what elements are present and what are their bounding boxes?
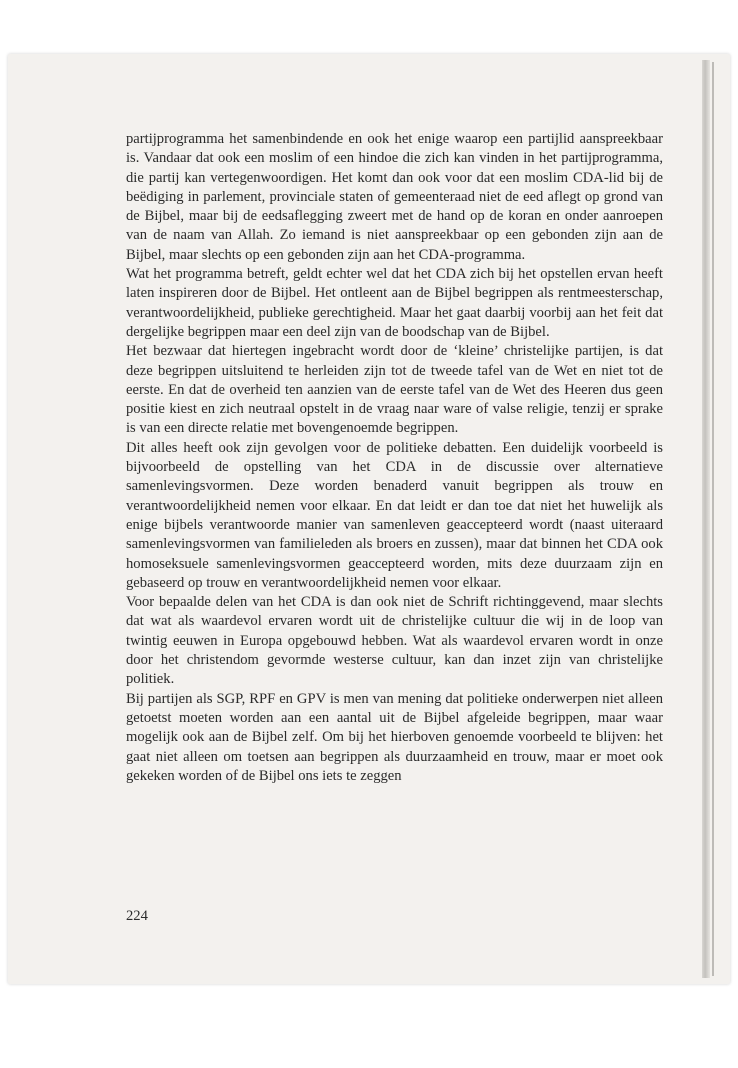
paragraph-5: Voor bepaalde delen van het CDA is dan ook niet de Schrift richtinggevend, maar slechts dat wat als waardevol ervaren wordt uit de christelijke cultuur die wij in de loop van twintig eeuwen in Europa opgebouwd hebben. Wat als waardevol ervaren wordt in onze door het christendom gevormde westerse cultuur, kan dan inzet zijn van christelijke politiek. <box>126 594 663 688</box>
book-page-edge <box>702 60 710 978</box>
body-text <box>126 130 663 786</box>
paragraph-2: Wat het programma betreft, geldt echter wel dat het CDA zich bij het opstellen ervan heeft laten inspireren door de Bijbel. Het ontleent aan de Bijbel begrippen als rentmeesterschap, verantwoordelijkheid, publieke gerechtigheid. Maar het gaat daarbij voorbij aan het feit dat dergelijke begrippen maar een deel zijn van de boodschap van de Bijbel. <box>126 266 663 340</box>
paragraph-3: Het bezwaar dat hiertegen ingebracht wordt door de ‘kleine’ christelijke partijen, is dat deze begrippen uitsluitend te herleiden zijn tot de tweede tafel van de Wet en niet tot de eerste. En dat de overheid ten aanzien van de eerste tafel van de Wet des Heeren dus geen positie kiest en zich neutraal opstelt in de vraag naar ware of valse religie, tenzij er sprake is van een directe relatie met bovengenoemde begrippen. <box>126 343 663 437</box>
paragraph-1: partijprogramma het samenbindende en ook het enige waarop een partijlid aanspreekbaar is. Vandaar dat ook een moslim of een hindoe die zich kan vinden in het partijprogramma, die partij kan vertegenwoordigen. Het komt dan ook voor dat een moslim CDA-lid bij de beëdiging in parlement, provinciale staten of gemeenteraad niet de eed aflegt op grond van de Bijbel, maar bij de eedsaflegging zweert met de hand op de koran en onder aanroepen van de naam van Allah. Zo iemand is niet aanspreekbaar op een gebonden zijn aan de Bijbel, maar slechts op een gebonden zijn aan het CDA-programma. <box>126 131 663 263</box>
paragraph-6: Bij partijen als SGP, RPF en GPV is men van mening dat politieke onderwerpen niet alleen getoetst moeten worden aan een aantal uit de Bijbel afgeleide begrippen, maar waar mogelijk ook aan de Bijbel zelf. Om bij het hierboven genoemde voorbeeld te blijven: het gaat niet alleen om toetsen aan begrippen als duurzaamheid en trouw, maar er moet ook gekeken worden of de Bijbel ons iets te zeggen <box>126 690 663 784</box>
paragraph-4: Dit alles heeft ook zijn gevolgen voor de politieke debatten. Een duidelijk voorbeeld is bijvoorbeeld de opstelling van het CDA in de discussie over alternatieve samenlevingsvormen. Deze worden benaderd vanuit begrippen als trouw en verantwoordelijkheid nemen voor elkaar. En dat leidt er dan toe dat niet het huwelijk als enige bijbels verantwoorde manier van samenleven geaccepteerd wordt (naast uiteraard samenlevingsvormen van familieleden als broers en zussen), maar dat binnen het CDA ook homoseksuele samenlevingsvormen geaccepteerd worden, mits deze duurzaam zijn en gebaseerd op trouw en verantwoordelijkheid nemen voor elkaar. <box>126 439 663 591</box>
book-spine-shadow <box>712 62 714 976</box>
page-number: 224 <box>126 908 148 924</box>
